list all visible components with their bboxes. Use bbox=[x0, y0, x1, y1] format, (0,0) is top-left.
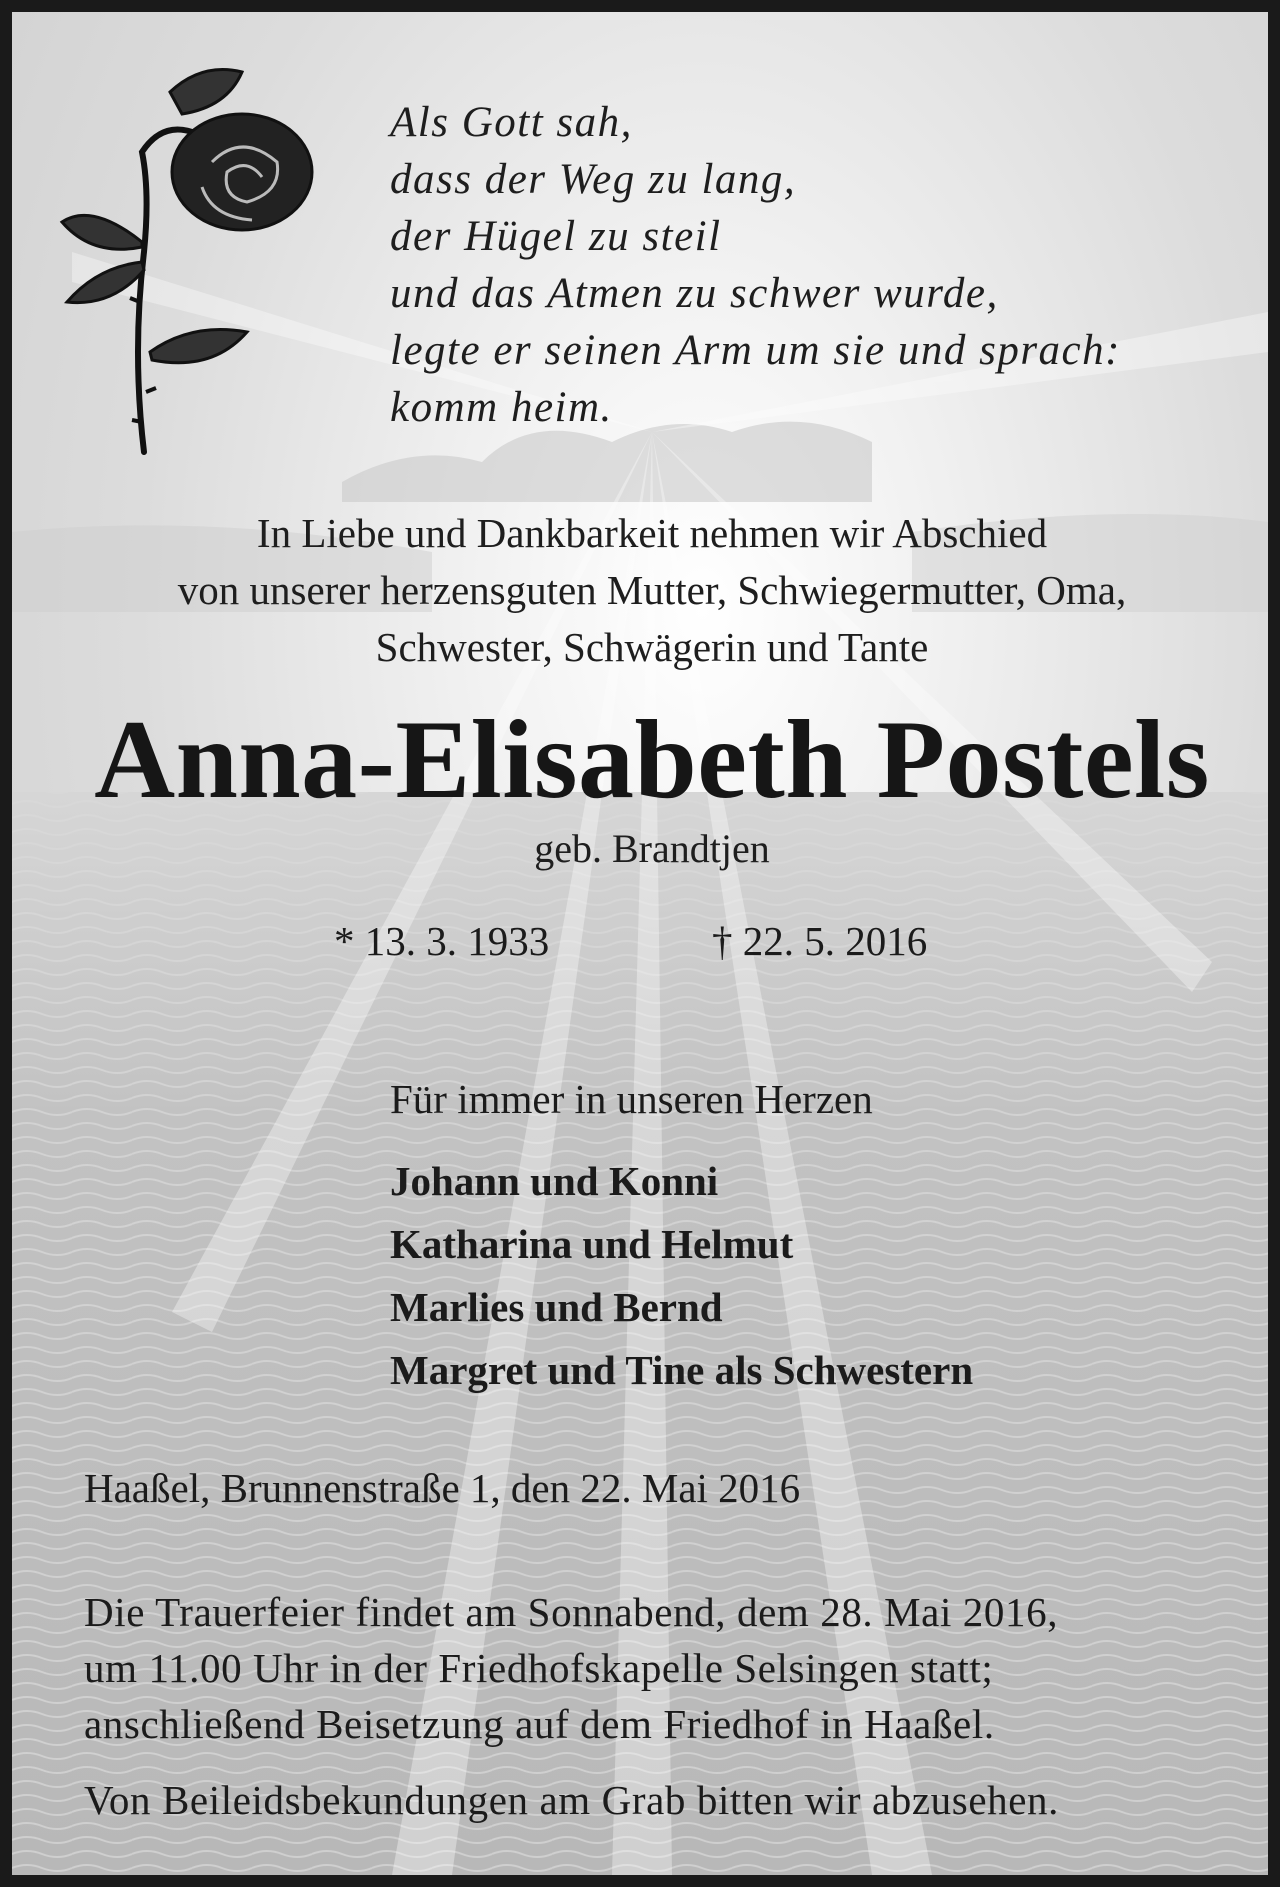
poem-line: der Hügel zu steil bbox=[390, 213, 722, 260]
forever-line: Für immer in unseren Herzen bbox=[390, 1076, 873, 1122]
place-and-date: Haaßel, Brunnenstraße 1, den 22. Mai 2016 bbox=[84, 1465, 801, 1511]
death-date: † 22. 5. 2016 bbox=[712, 918, 928, 964]
maiden-name: geb. Brandtjen bbox=[534, 826, 770, 871]
poem-line: dass der Weg zu lang, bbox=[390, 156, 797, 203]
rose-icon bbox=[52, 52, 322, 472]
intro-line: In Liebe und Dankbarkeit nehmen wir Abschied bbox=[256, 510, 1048, 556]
birth-date: * 13. 3. 1933 bbox=[334, 918, 550, 964]
poem bbox=[390, 94, 1121, 436]
mourner-entry: Katharina und Helmut bbox=[390, 1221, 794, 1267]
mourner-entry: Marlies und Bernd bbox=[390, 1284, 723, 1330]
farewell-intro bbox=[12, 505, 1280, 676]
funeral-service-info bbox=[84, 1584, 1058, 1752]
mourner-entry: Margret und Tine als Schwestern bbox=[390, 1347, 974, 1393]
mourners-list bbox=[390, 1150, 973, 1402]
deceased-name: Anna-Elisabeth Postels bbox=[94, 698, 1210, 822]
poem-line: und das Atmen zu schwer wurde, bbox=[390, 270, 999, 317]
intro-line: Schwester, Schwägerin und Tante bbox=[375, 624, 929, 670]
service-line: um 11.00 Uhr in der Friedhofskapelle Selsingen statt; bbox=[84, 1645, 994, 1691]
poem-line: Als Gott sah, bbox=[390, 99, 633, 146]
intro-line: von unserer herzensguten Mutter, Schwiegermutter, Oma, bbox=[177, 567, 1127, 613]
condolence-notice: Von Beileidsbekundungen am Grab bitten wir abzusehen. bbox=[84, 1777, 1059, 1823]
poem-line: komm heim. bbox=[390, 384, 613, 431]
poem-line: legte er seinen Arm um sie und sprach: bbox=[390, 327, 1121, 374]
service-line: Die Trauerfeier findet am Sonnabend, dem 28. Mai 2016, bbox=[84, 1589, 1059, 1635]
mourner-entry: Johann und Konni bbox=[390, 1158, 719, 1204]
service-line: anschließend Beisetzung auf dem Friedhof in Haaßel. bbox=[84, 1701, 995, 1747]
